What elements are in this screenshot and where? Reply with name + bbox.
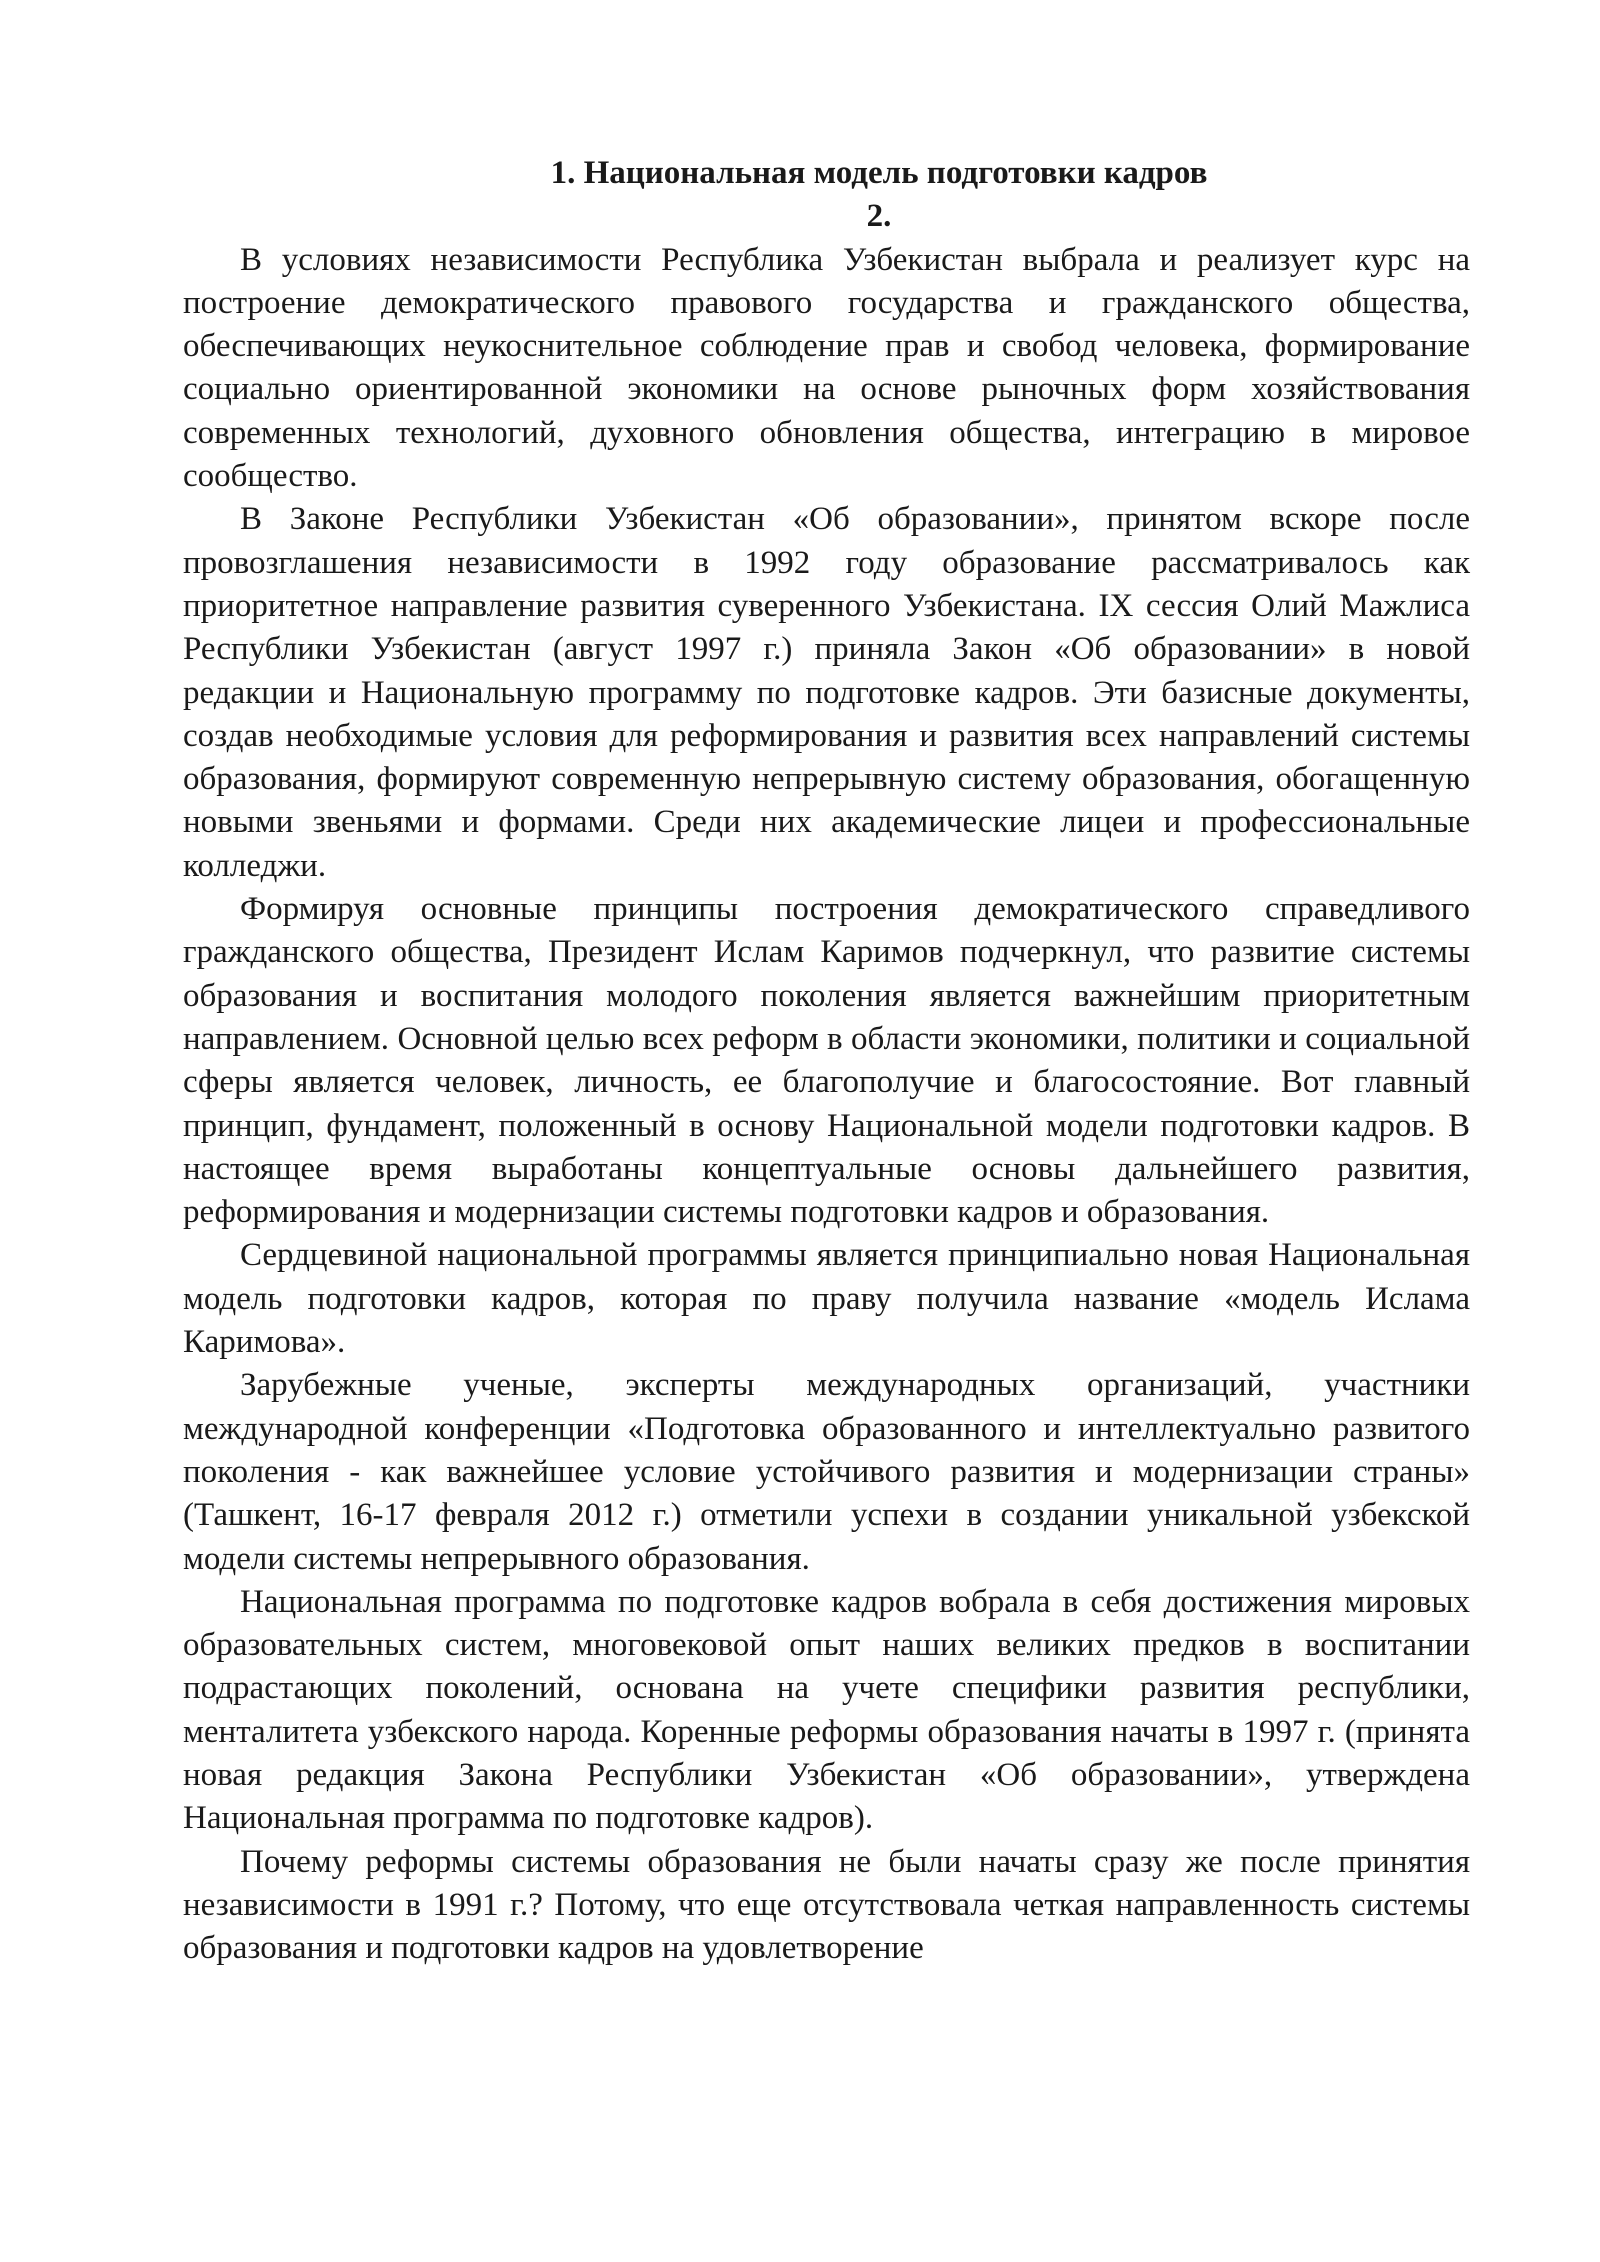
section-number: 2. xyxy=(866,198,892,235)
paragraph-national-program: Национальная программа по подготовке кадров вобрала в себя достижения мировых образовательных систем, многовековой опыт наших великих предков в воспитании подрастающих поколений, основана на учете специфики развития республики, менталитета узбекского народа. Коренные реформы образования начаты в 1997 г. (принята новая редакция Закона Республики Узбекистан «Об образовании», утверждена Национальная программа по подготовке кадров). xyxy=(183,1583,1470,1837)
paragraph-national-model: Сердцевиной национальной программы является принципиально новая Национальная модель подготовки кадров, которая по праву получила название «модель Ислама Каримова». xyxy=(183,1237,1470,1361)
section-heading: 1. Национальная модель подготовки кадров xyxy=(550,155,1208,191)
paragraph-education-law: В Законе Республики Узбекистан «Об образовании», принятом вскоре после провозглашения независимости в 1992 году образование рассматривалось как приоритетное направление развития суверенного Узбекистана. IX сессия Олий Мажлиса Республики Узбекистан (август 1997 г.) приняла Закон «Об образовании» в новой редакции и Национальную программу по подготовке кадров. Эти базисные документы, создав необходимые условия для реформирования и развития всех направлений системы образования, формируют современную непрерывную систему образования, обогащенную новыми звеньями и формами. Среди них академические лицеи и профессиональные колледжи. xyxy=(183,501,1470,884)
paragraph-independence-course: В условиях независимости Республика Узбекистан выбрала и реализует курс на построение демократического правового государства и гражданского общества, обеспечивающих неукоснительное соблюдение прав и свобод человека, формирование социально ориентированной экономики на основе рыночных форм хозяйствования современных технологий, духовного обновления общества, интеграцию в мировое сообщество. xyxy=(183,241,1470,495)
paragraph-international-conference: Зарубежные ученые, эксперты международных организаций, участники международной конференции «Подготовка образованного и интеллектуально развитого поколения - как важнейшее условие устойчивого развития и модернизации страны» (Ташкент, 16-17 февраля 2012 г.) отметили успехи в создании уникальной узбекской модели системы непрерывного образования. xyxy=(183,1367,1470,1577)
document-page xyxy=(183,152,1470,1970)
paragraph-reform-timing: Почему реформы системы образования не были начаты сразу же после принятия независимости в 1991 г.? Потому, что еще отсутствовала четкая направленность системы образования и подготовки кадров на удовлетворение xyxy=(183,1843,1470,1967)
paragraph-principles: Формируя основные принципы построения демократического справедливого гражданского общества, Президент Ислам Каримов подчеркнул, что развитие системы образования и воспитания молодого поколения является важнейшим приоритетным направлением. Основной целью всех реформ в области экономики, политики и социальной сферы является человек, личность, ее благополучие и благосостояние. Вот главный принцип, фундамент, положенный в основу Национальной модели подготовки кадров. В настоящее время выработаны концептуальные основы дальнейшего развития, реформирования и модернизации системы подготовки кадров и образования. xyxy=(183,891,1470,1231)
